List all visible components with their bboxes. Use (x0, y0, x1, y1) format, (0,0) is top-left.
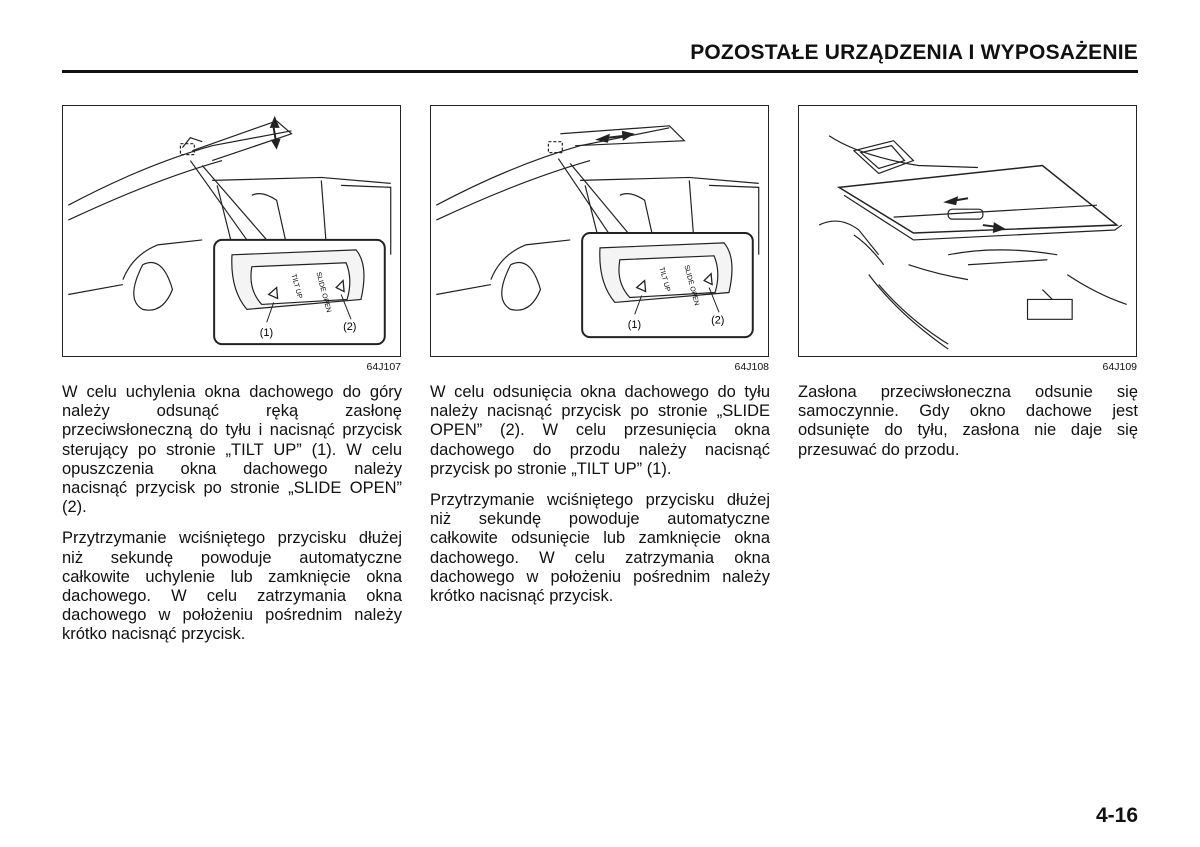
column-2 (430, 383, 770, 618)
sunroof-tilt-illustration (63, 106, 400, 356)
paragraph: W celu odsunięcia okna dachowego do tyłu należy nacisnąć przycisk po stronie „SLIDE OPEN” (2). W celu przesunięcia okna dachowego do przodu należy nacisnąć przycisk po stronie „TILT UP” (1). (430, 383, 770, 478)
figure-slide-open (430, 105, 769, 357)
column-1 (62, 383, 402, 657)
paragraph: Przytrzymanie wciśniętego przycisku dłużej niż sekundę powoduje automatyczne całkowite odsunięcie lub zamknięcie okna dachowego. W celu zatrzymania okna dachowego w położeniu pośrednim należy krótko nacisnąć przycisk. (430, 491, 770, 606)
figure-code: 64J107 (366, 361, 401, 373)
sunroof-slide-illustration (431, 106, 768, 356)
page-number: 4-16 (1095, 804, 1138, 827)
figure-code: 64J108 (734, 361, 769, 373)
paragraph: W celu uchylenia okna dachowego do góry należy odsunąć ręką zasłonę przeciwsłoneczną do tyłu i nacisnąć przycisk sterujący po stronie „TILT UP” (1). W celu opuszczenia okna dachowego należy nacisnąć przycisk po stronie „SLIDE OPEN” (2). (62, 383, 402, 517)
callout-1: (1) (259, 327, 274, 340)
callout-2: (2) (711, 314, 725, 327)
arrow-left-right-icon (595, 131, 635, 143)
slide-open-label: SLIDE OPEN (682, 264, 700, 307)
figure-sunshade (798, 105, 1137, 357)
paragraph: Przytrzymanie wciśniętego przycisku dłużej niż sekundę powoduje automatyczne całkowite uchylenie lub zamknięcie okna dachowego. W celu zatrzymania okna dachowego w położeniu pośrednim należy krótko nacisnąć przycisk. (62, 529, 402, 644)
paragraph: Zasłona przeciwsłoneczna odsunie się samoczynnie. Gdy okno dachowe jest odsunięte do tyłu, zasłona nie daje się przesuwać do przodu. (798, 383, 1138, 459)
callout-2: (2) (343, 321, 357, 334)
figure-tilt-up (62, 105, 401, 357)
callout-1: (1) (627, 319, 642, 332)
slide-open-label: SLIDE OPEN (314, 271, 332, 314)
section-title: POZOSTAŁE URZĄDZENIA I WYPOSAŻENIE (690, 41, 1138, 64)
tilt-up-label: TILT UP (289, 273, 303, 300)
column-3 (798, 383, 1138, 472)
tilt-up-label: TILT UP (657, 266, 671, 293)
figure-code: 64J109 (1102, 361, 1137, 373)
header-divider (62, 70, 1138, 73)
sunshade-illustration (799, 106, 1136, 356)
